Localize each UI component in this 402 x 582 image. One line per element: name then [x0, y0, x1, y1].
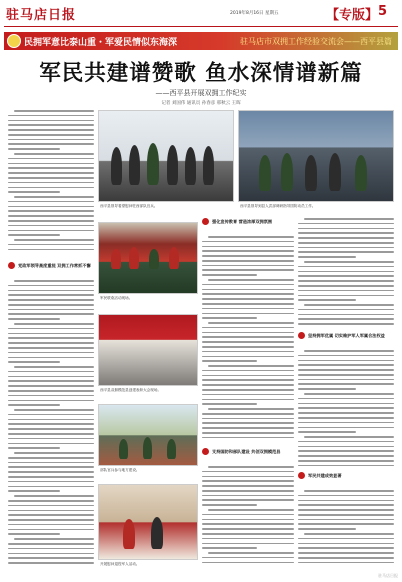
text-line	[298, 543, 394, 545]
text-line	[202, 260, 294, 262]
photo-caption: 军民联欢活动现场。	[100, 296, 133, 300]
text-line	[202, 389, 294, 391]
text-line	[8, 333, 94, 335]
banner-slogan: 民拥军意比泰山重・军爱民情似东海深	[24, 38, 178, 48]
text-line	[298, 223, 394, 225]
text-line	[202, 250, 294, 252]
section-marker-icon	[298, 472, 305, 479]
text-line	[8, 490, 60, 492]
text-line	[202, 557, 294, 559]
text-line	[8, 524, 94, 526]
text-line	[202, 499, 294, 501]
text-line	[298, 318, 394, 320]
text-line	[8, 347, 94, 349]
text-line	[298, 360, 394, 362]
article-column-2b	[202, 466, 294, 570]
text-line	[298, 455, 394, 457]
text-line	[8, 500, 94, 502]
text-line	[298, 514, 394, 516]
text-line	[8, 428, 94, 430]
text-line	[8, 309, 94, 311]
text-line	[8, 139, 94, 141]
text-line	[8, 361, 60, 363]
text-line	[202, 336, 294, 338]
text-line	[298, 309, 394, 311]
text-line	[202, 418, 294, 420]
text-line	[8, 167, 94, 169]
text-line	[208, 408, 294, 410]
text-line	[8, 299, 94, 301]
text-line	[298, 271, 394, 273]
text-line	[298, 441, 394, 443]
text-line	[8, 433, 94, 435]
text-line	[202, 562, 294, 564]
topic-banner	[4, 32, 398, 50]
photo-caption: 西平县双拥模范县创建表彰大会现场。	[100, 388, 162, 392]
text-line	[8, 163, 94, 165]
section-heading-5	[298, 472, 394, 479]
text-line	[298, 412, 394, 414]
text-line	[8, 376, 94, 378]
text-line	[8, 395, 94, 397]
section-marker-icon	[202, 448, 209, 455]
article-column-1	[8, 110, 94, 258]
photo-troops-construction	[98, 404, 198, 466]
text-line	[298, 431, 356, 433]
newspaper-logo: 驻马店日报	[6, 8, 77, 23]
text-line	[202, 523, 294, 525]
emblem-icon	[7, 34, 21, 48]
text-line	[202, 399, 294, 401]
text-line	[202, 274, 257, 276]
text-line	[14, 153, 94, 155]
text-line	[8, 380, 94, 382]
text-line	[298, 528, 356, 530]
text-line	[202, 317, 257, 319]
text-line	[8, 187, 94, 189]
photo-joint-event	[98, 222, 198, 294]
text-line	[202, 538, 294, 540]
text-line	[202, 298, 294, 300]
text-line	[202, 313, 294, 315]
text-line	[202, 351, 294, 353]
text-line	[202, 341, 294, 343]
text-line	[202, 370, 294, 372]
issue-date: 2019年8月16日 星期五	[230, 11, 279, 16]
text-line	[8, 471, 94, 473]
text-line	[304, 393, 394, 395]
text-line	[208, 552, 294, 554]
text-line	[298, 547, 394, 549]
section-tag: 【专版】	[326, 8, 379, 23]
text-line	[298, 552, 394, 554]
text-line	[8, 129, 94, 131]
text-line	[8, 172, 94, 174]
text-line	[8, 143, 94, 145]
text-line	[8, 134, 94, 136]
section-heading-text: 军民共建成效显著	[308, 472, 342, 478]
text-line	[298, 427, 394, 429]
text-line	[8, 234, 60, 236]
masthead	[0, 0, 402, 30]
text-line	[8, 486, 94, 488]
text-line	[14, 323, 94, 325]
text-line	[298, 290, 394, 292]
text-line	[8, 466, 94, 468]
text-line	[14, 239, 94, 241]
text-line	[8, 230, 94, 232]
page-subtitle: ——西平县开展双拥工作纪实	[155, 89, 247, 97]
section-heading-1	[8, 262, 94, 269]
section-heading-2	[202, 218, 294, 225]
section-heading-text: 支持国防和部队建设 共创双拥模范县	[212, 448, 281, 454]
text-line	[8, 548, 94, 550]
text-line	[8, 371, 94, 373]
text-line	[8, 529, 94, 531]
text-line	[202, 293, 294, 295]
text-line	[202, 427, 294, 429]
text-line	[202, 403, 257, 405]
text-line	[298, 557, 394, 559]
text-line	[8, 533, 60, 535]
text-line	[8, 352, 94, 354]
text-line	[8, 206, 94, 208]
text-line	[202, 284, 294, 286]
text-line	[208, 236, 294, 238]
text-line	[8, 519, 94, 521]
text-line	[8, 115, 94, 117]
text-line	[202, 514, 294, 516]
text-line	[8, 244, 94, 246]
text-line	[8, 225, 94, 227]
text-line	[208, 509, 294, 511]
photo-caption: 西平县领导看望慰问驻西部队官兵。	[100, 204, 158, 208]
text-line	[202, 485, 294, 487]
text-line	[298, 519, 394, 521]
text-line	[202, 543, 294, 545]
text-line	[8, 120, 94, 122]
text-line	[202, 246, 294, 248]
text-line	[298, 280, 394, 282]
text-line	[208, 279, 294, 281]
text-line	[208, 365, 294, 367]
text-line	[8, 313, 94, 315]
text-line	[202, 528, 294, 530]
text-line	[8, 457, 94, 459]
text-line	[202, 547, 257, 549]
text-line	[298, 228, 394, 230]
page-title: 军民共建谱赞歌 鱼水深情谱新篇	[39, 61, 363, 86]
text-line	[298, 422, 394, 424]
text-line	[14, 110, 94, 112]
text-line	[202, 379, 294, 381]
byline: 记者 刘国伟 通讯员 孙春彦 邢秋云 王晖	[161, 101, 241, 106]
text-line	[14, 538, 94, 540]
text-line	[202, 480, 294, 482]
text-line	[202, 308, 294, 310]
text-line	[8, 404, 60, 406]
text-line	[298, 403, 394, 405]
section-heading-text: 党政军领导高度重视 双拥工作常抓不懈	[18, 262, 91, 268]
text-line	[202, 422, 294, 424]
text-line	[202, 495, 294, 497]
text-line	[8, 481, 94, 483]
text-line	[8, 337, 94, 339]
text-line	[298, 369, 394, 371]
text-line	[8, 285, 94, 287]
text-line	[298, 374, 394, 376]
article-column-2	[202, 236, 294, 446]
text-line	[202, 255, 294, 257]
text-line	[298, 495, 394, 497]
text-line	[202, 265, 294, 267]
text-line	[298, 379, 394, 381]
text-line	[8, 447, 60, 449]
text-line	[304, 304, 394, 306]
text-line	[14, 280, 94, 282]
section-heading-text: 坚持拥军优属 切实维护军人军属合法权益	[308, 332, 385, 338]
text-line	[8, 182, 94, 184]
text-line	[298, 256, 356, 258]
masthead-rule	[4, 26, 398, 27]
text-line	[298, 251, 394, 253]
text-line	[8, 423, 94, 425]
text-line	[202, 327, 294, 329]
text-line	[14, 196, 94, 198]
text-line	[8, 294, 94, 296]
text-line	[8, 328, 94, 330]
text-line	[304, 350, 394, 352]
text-line	[298, 388, 356, 390]
text-line	[8, 220, 94, 222]
photo-caption: 开展慰问退役军人活动。	[100, 562, 140, 566]
text-line	[202, 533, 294, 535]
text-line	[8, 553, 94, 555]
article-column-1b	[8, 280, 94, 570]
text-line	[8, 342, 94, 344]
text-line	[14, 452, 94, 454]
text-line	[202, 519, 294, 521]
text-line	[8, 400, 94, 402]
text-line	[298, 295, 394, 297]
text-line	[298, 275, 394, 277]
text-line	[298, 562, 394, 564]
text-line	[298, 242, 394, 244]
page-number: 5	[378, 4, 388, 19]
text-line	[298, 460, 394, 462]
text-line	[298, 407, 394, 409]
text-line	[304, 218, 394, 220]
text-line	[298, 446, 394, 448]
text-line	[304, 490, 394, 492]
text-line	[298, 355, 394, 357]
text-line	[298, 314, 394, 316]
text-line	[8, 177, 94, 179]
text-line	[298, 266, 394, 268]
text-line	[8, 304, 94, 306]
text-line	[298, 383, 394, 385]
banner-event: 驻马店市双拥工作经验交流会——西平县篇	[240, 37, 392, 46]
text-line	[14, 495, 94, 497]
text-line	[304, 436, 394, 438]
photo-armed-dept	[238, 110, 394, 202]
text-line	[202, 356, 294, 358]
section-heading-4	[202, 448, 294, 455]
text-line	[8, 562, 94, 564]
text-line	[8, 318, 60, 320]
text-line	[8, 462, 94, 464]
footer-stamp: 驻马店日报	[378, 573, 398, 578]
text-line	[202, 375, 294, 377]
text-line	[8, 543, 94, 545]
photo-veterans-visit	[98, 484, 198, 560]
text-line	[8, 201, 94, 203]
text-line	[8, 158, 94, 160]
text-line	[8, 191, 60, 193]
photo-caption: 西平县领导到县人武部调研指导国防动员工作。	[240, 204, 316, 208]
photo-commendation-meeting	[98, 314, 198, 386]
section-marker-icon	[8, 262, 15, 269]
text-line	[202, 289, 294, 291]
text-line	[202, 346, 294, 348]
text-line	[208, 466, 294, 468]
text-line	[298, 323, 394, 325]
section-heading-text: 强化宣传教育 营造浓厚双拥氛围	[212, 218, 273, 224]
text-line	[298, 450, 394, 452]
text-line	[202, 303, 294, 305]
text-line	[298, 504, 394, 506]
text-line	[8, 148, 60, 150]
section-marker-icon	[202, 218, 209, 225]
text-line	[298, 364, 394, 366]
text-line	[8, 443, 94, 445]
photo-leaders-visit	[98, 110, 234, 202]
text-line	[8, 290, 94, 292]
text-line	[298, 465, 394, 467]
text-line	[304, 533, 394, 535]
text-line	[14, 409, 94, 411]
text-line	[8, 510, 94, 512]
text-line	[202, 432, 294, 434]
text-line	[8, 419, 94, 421]
text-line	[298, 232, 394, 234]
text-line	[298, 398, 394, 400]
text-line	[298, 237, 394, 239]
section-marker-icon	[298, 332, 305, 339]
text-line	[202, 413, 294, 415]
text-line	[8, 357, 94, 359]
text-line	[202, 490, 294, 492]
text-line	[8, 385, 94, 387]
text-line	[298, 509, 394, 511]
text-line	[298, 299, 356, 301]
text-line	[298, 417, 394, 419]
text-line	[298, 500, 394, 502]
text-line	[202, 384, 294, 386]
text-line	[8, 390, 94, 392]
text-line	[8, 476, 94, 478]
text-line	[8, 514, 94, 516]
text-line	[8, 557, 94, 559]
text-line	[298, 538, 394, 540]
text-line	[202, 394, 294, 396]
text-line	[202, 332, 294, 334]
section-heading-3	[298, 332, 394, 339]
text-line	[8, 210, 94, 212]
article-column-3c	[298, 490, 394, 570]
photo-caption: 部队官兵参与地方建设。	[100, 468, 140, 472]
text-line	[8, 438, 94, 440]
article-column-3b	[298, 350, 394, 470]
text-line	[8, 215, 94, 217]
text-line	[298, 523, 394, 525]
article-column-3	[298, 218, 394, 330]
text-line	[298, 247, 394, 249]
text-line	[208, 322, 294, 324]
text-line	[14, 366, 94, 368]
text-line	[202, 504, 257, 506]
text-line	[202, 269, 294, 271]
text-line	[202, 437, 294, 439]
text-line	[8, 414, 94, 416]
text-line	[8, 124, 94, 126]
text-line	[304, 261, 394, 263]
text-line	[298, 285, 394, 287]
text-line	[202, 476, 294, 478]
text-line	[202, 471, 294, 473]
text-line	[202, 241, 294, 243]
text-line	[202, 360, 257, 362]
text-line	[8, 505, 94, 507]
text-line	[8, 249, 94, 251]
